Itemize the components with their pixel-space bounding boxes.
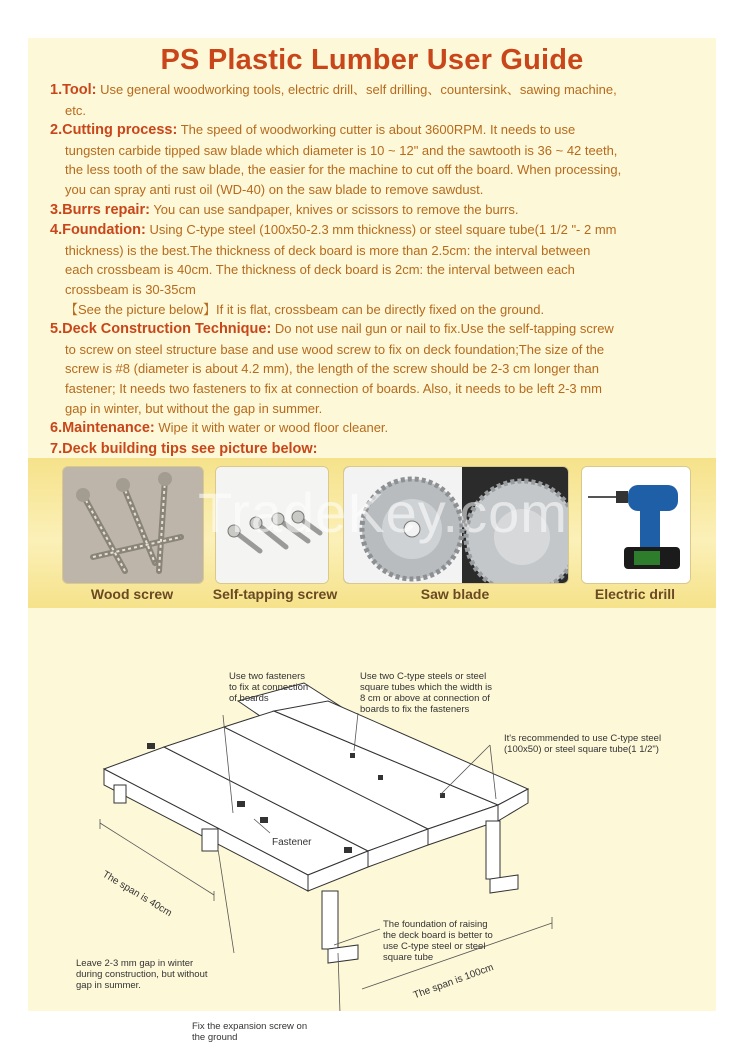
product-caption: Electric drill [594, 586, 676, 602]
product-caption: Wood screw [90, 586, 174, 602]
watermark: TradeKey.com [198, 481, 568, 544]
note-gap: Leave 2-3 mm gap in winter during construction, but without gap in summer. [76, 958, 208, 991]
label-span-100cm: The span is 100cm [412, 962, 496, 1002]
wood-screw-photo [62, 466, 204, 584]
step-heading: 2.Cutting process: [50, 122, 178, 139]
instruction-list [50, 80, 700, 459]
guide-page [28, 38, 716, 1043]
step-heading: 5.Deck Construction Technique: [50, 321, 272, 338]
step-6: 6.Maintenance: Wipe it with water or wood floor cleaner. [50, 420, 389, 437]
product-caption: Saw blade [420, 586, 490, 602]
step-heading: 1.Tool: [50, 82, 97, 98]
step-7 [50, 439, 700, 460]
product-caption: Self-tapping screw [212, 586, 338, 602]
step-1: 1.Tool: Use general woodworking tools, electric drill、self drilling、countersink、sawing machine, etc. [50, 82, 617, 118]
note-fasteners: Use two fasteners to fix at connection of boards [229, 671, 309, 704]
note-recommend-steel: It's recommended to use C-type steel (100x50) or steel square tube(1 1/2") [504, 733, 662, 755]
step-3: 3.Burrs repair: You can use sandpaper, knives or scissors to remove the burrs. [50, 201, 519, 218]
electric-drill-photo [581, 466, 691, 584]
step-4: 4.Foundation: Using C-type steel (100x50-2.3 mm thickness) or steel square tube(1 1/2 "- 2 mm thickness) is the best.The thickness of deck board is more than 2.5cm: the interval between each crossbeam is 40cm. The thickness of deck board is 2cm: the interval between each crossbeam is 30-35cm 【See the picture below】If it is flat, crossbeam can be directly fixed on the ground. [50, 222, 617, 317]
step-heading: 7.Deck building tips see picture below: [50, 440, 318, 457]
wood-screw-icon [63, 467, 203, 583]
step-heading: 4.Foundation: [50, 222, 146, 239]
electric-drill-icon [582, 467, 690, 583]
note-expansion-screw: Fix the expansion screw on the ground [192, 1021, 308, 1043]
label-span-40cm: The span is 40cm [100, 869, 174, 920]
note-ctype-steel: Use two C-type steels or steel square tubes which the width is 8 cm or above at connection of boards to fix the fasteners [360, 671, 493, 715]
step-5: 5.Deck Construction Technique: Do not use nail gun or nail to fix.Use the self-tapping screw to screw on steel structure base and use wood screw to fix on deck foundation;The size of the screw is #8 (diameter is about 4.2 mm), the length of the screw should be 2-3 cm longer than fastener; It needs two fasteners to fix at connection of boards. Also, it needs to be left 2-3 mm gap in winter, but without the gap in summer. [50, 321, 614, 416]
label-fastener: Fastener [272, 837, 312, 848]
step-2: 2.Cutting process: The speed of woodworking cutter is about 3600RPM. It needs to use tungsten carbide tipped saw blade which diameter is 10 ~ 12" and the sawtooth is 36 ~ 42 teeth, the less tooth of the saw blade, the easier for the machine to cut off the board. When processing, you can spray anti rust oil (WD-40) on the saw blade to remove sawdust. [50, 122, 622, 197]
note-foundation: The foundation of raising the deck board is better to use C-type steel or steel square tube [383, 919, 493, 963]
step-heading: 6.Maintenance: [50, 420, 155, 437]
step-heading: 3.Burrs repair: [50, 201, 150, 218]
deck-diagram [28, 623, 716, 1043]
page-title: PS Plastic Lumber User Guide [160, 44, 584, 76]
